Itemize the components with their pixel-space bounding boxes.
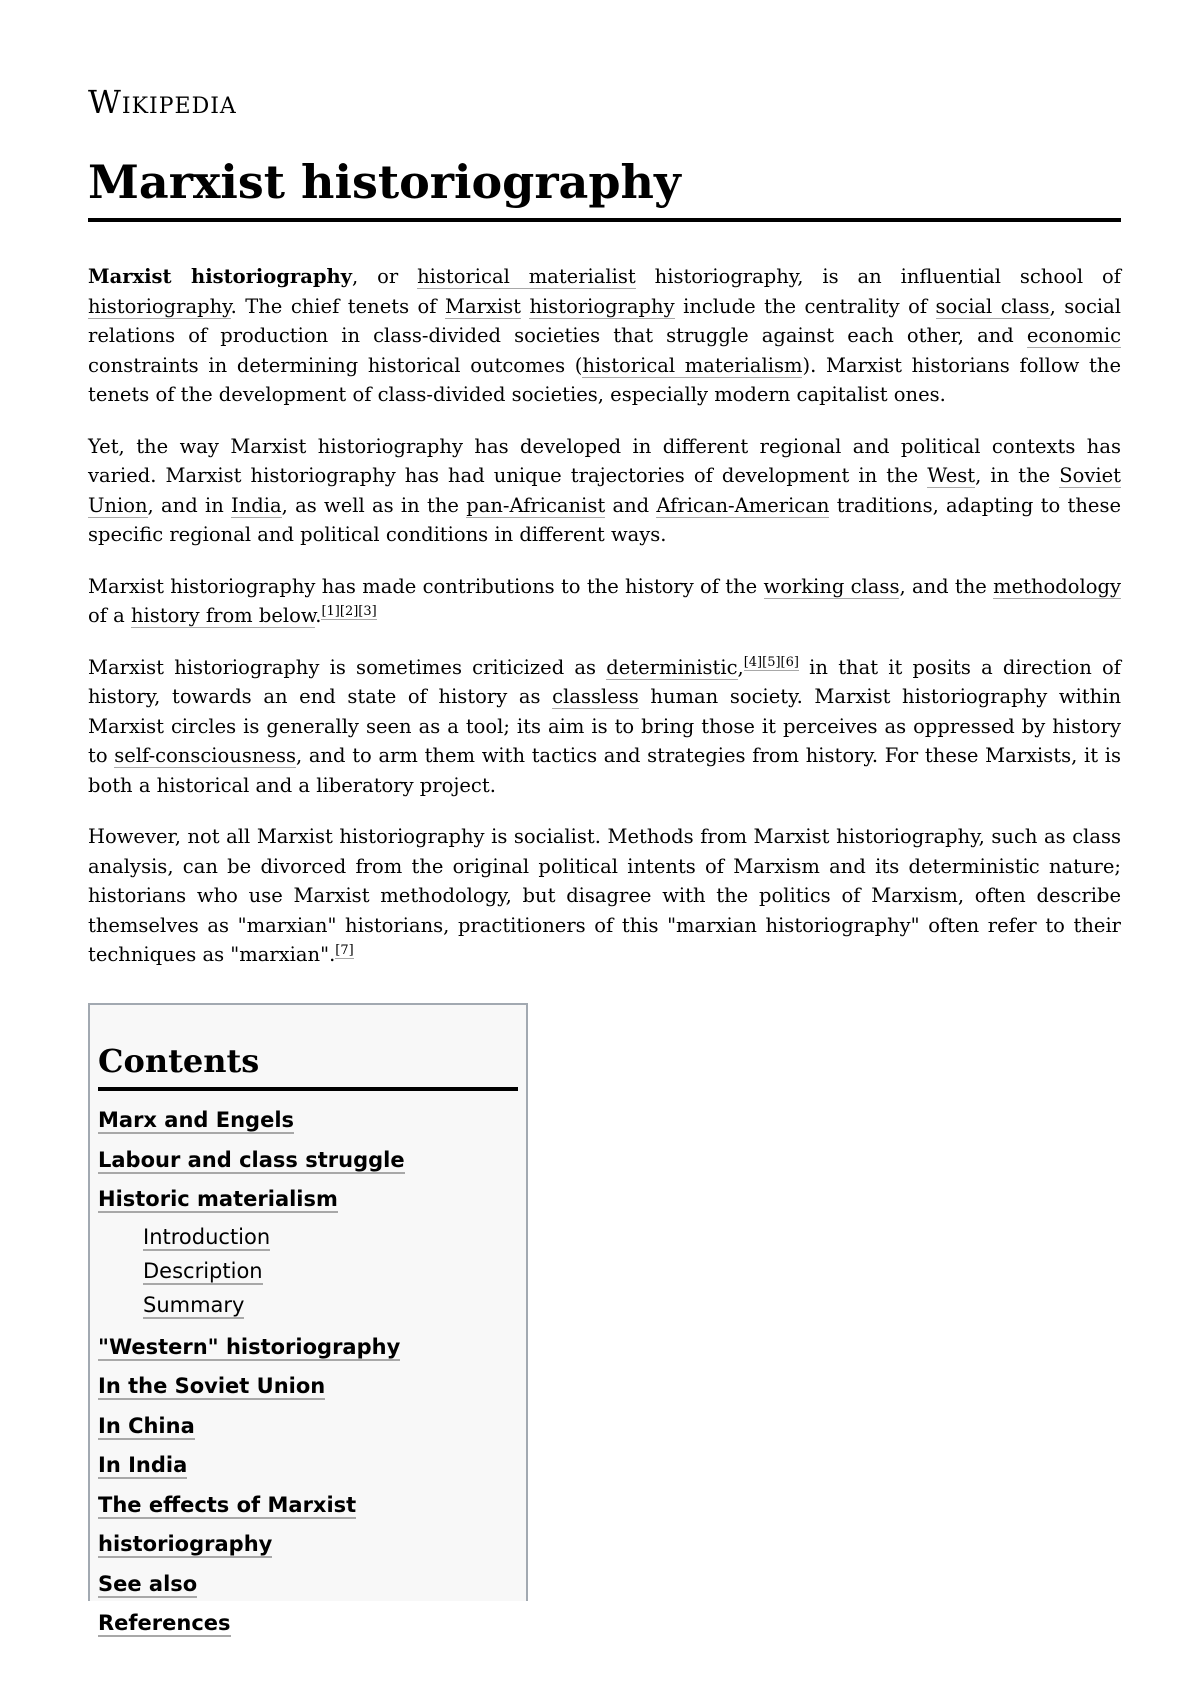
toc-item-marx-and-engels[interactable]: Marx and Engels	[98, 1108, 295, 1132]
link-soviet-union[interactable]: Soviet Union	[88, 464, 1121, 517]
link-economic[interactable]: economic	[1026, 324, 1121, 347]
paragraph-3: Marxist historiography has made contributions to the history of the working class, and the methodology of a history from below.[1][2][3]	[88, 574, 1121, 627]
link-african-american[interactable]: African-American	[656, 493, 830, 517]
link-west[interactable]: West	[927, 464, 976, 487]
link-deterministic[interactable]: deterministic	[606, 655, 738, 679]
link-pan-africanist[interactable]: pan-Africanist	[466, 493, 606, 517]
link-working-class[interactable]: working class	[763, 574, 900, 598]
wikipedia-logo[interactable]: Wikipedia	[88, 83, 237, 121]
paragraph-1: Marxist historiography, or historical materialist historiography, is an influential school of historiography. The chief tenets of Marxist historiography include the centrality of social class, social relations of production in class-divided societies that struggle against each other, and economic constraints in determining historical outcomes (historical materialism). Marxist historians follow the tenets of the development of class-divided societies, especially modern capitalist ones.	[88, 265, 1122, 406]
toc-item-references[interactable]: References	[98, 1611, 231, 1635]
paragraph-4: Marxist historiography is sometimes criticized as deterministic,[4][5][6] in that it posits a direction of history, towards an end state of history as classless human society. Marxist historiography within Marxist circles is generally seen as a tool; its aim is to bring those it perceives as oppressed by history to self-consciousness, and to arm them with tactics and strategies from history. For these Marxists, it is both a historical and a liberatory project.	[88, 655, 1121, 797]
toc-subitem-description[interactable]: Description	[143, 1258, 263, 1283]
toc-sublist	[98, 1220, 518, 1322]
paragraph-2: Yet, the way Marxist historiography has developed in different regional and political contexts has varied. Marxist historiography has had unique trajectories of development in the West, in the Soviet Union, and in India, as well as in the pan-Africanist and African-American traditions, adapting to these specific regional and political conditions in different ways.	[88, 434, 1122, 546]
link-marxist[interactable]: Marxist	[444, 294, 521, 318]
toc-subitem-summary[interactable]: Summary	[143, 1292, 245, 1317]
link-history-from-below[interactable]: history from below	[130, 604, 316, 627]
citation-ref[interactable]: [4][5][6]	[743, 655, 799, 670]
toc-item-china[interactable]: In China	[98, 1413, 195, 1438]
link-historical-materialist[interactable]: historical materialist	[417, 265, 636, 288]
citation-ref[interactable]: [1][2][3]	[321, 603, 377, 619]
citation-ref[interactable]: [7]	[335, 942, 354, 958]
toc-title: Contents	[98, 1039, 518, 1091]
link-self-consciousness[interactable]: self-consciousness	[114, 744, 296, 767]
link-historiography[interactable]: historiography	[88, 294, 231, 318]
link-historiography-2[interactable]: historiography	[529, 294, 675, 318]
toc-item-historic-materialism[interactable]: Historic materialism Introduction Description Summary	[98, 1180, 518, 1322]
toc-item-labour-and-class-struggle[interactable]: Labour and class struggle	[98, 1147, 405, 1172]
link-methodology[interactable]: methodology	[993, 574, 1121, 598]
toc-item-see-also[interactable]: See also	[98, 1571, 198, 1596]
article-page	[88, 0, 1122, 1635]
toc-item-soviet-union[interactable]: In the Soviet Union	[98, 1374, 326, 1398]
link-social-class[interactable]: social class	[935, 294, 1050, 318]
toc-list	[98, 1101, 518, 1644]
toc-item-india[interactable]: In India	[98, 1453, 188, 1477]
paragraph-5: However, not all Marxist historiography is socialist. Methods from Marxist historiography, such as class analysis, can be divorced from the original political intents of Marxism and its deterministic nature; historians who use Marxist methodology, but disagree with the politics of Marxism, often describe themselves as "marxian" historians, practitioners of this "marxian historiography" often refer to their techniques as "marxian".[7]	[88, 825, 1121, 966]
article-body	[88, 262, 1121, 970]
table-of-contents	[88, 1003, 528, 1635]
page-title: Marxist historiography	[88, 154, 1121, 222]
link-india[interactable]: India	[231, 493, 282, 517]
link-classless[interactable]: classless	[552, 685, 639, 708]
lead-term: Marxist historiography	[88, 265, 352, 288]
link-historical-materialism[interactable]: historical materialism	[582, 353, 803, 377]
toc-subitem-introduction[interactable]: Introduction	[143, 1224, 271, 1249]
toc-item-effects[interactable]: The effects of Marxist historiography	[98, 1492, 357, 1556]
toc-item-western-historiography[interactable]: "Western" historiography	[98, 1334, 401, 1359]
